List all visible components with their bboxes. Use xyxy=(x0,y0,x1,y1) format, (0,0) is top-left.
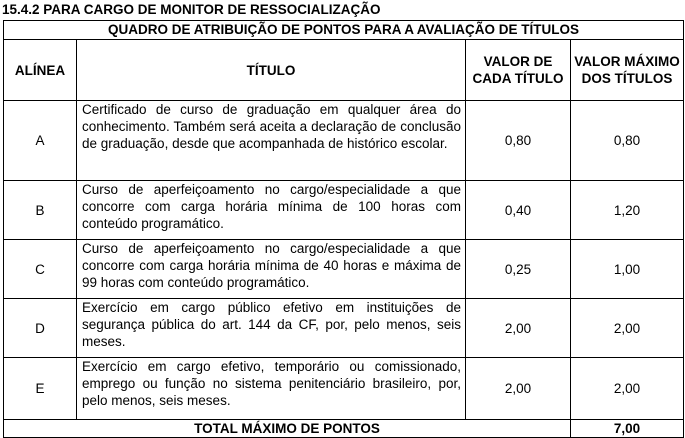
table-row xyxy=(4,240,684,299)
row-titulo: Curso de aperfeiçoamento no cargo/especialidade a que concorre com carga horária mínima de 40 horas e máxima de 99 horas com conteúdo programático. xyxy=(77,240,466,299)
table-banner: QUADRO DE ATRIBUIÇÃO DE PONTOS PARA A AVALIAÇÃO DE TÍTULOS xyxy=(4,21,684,40)
header-valor: VALOR DE CADA TÍTULO xyxy=(466,40,571,101)
titles-scoring-table xyxy=(3,20,684,438)
row-valor: 2,00 xyxy=(466,358,571,420)
table-row xyxy=(4,181,684,240)
row-maximo: 1,20 xyxy=(571,181,684,240)
row-alinea: C xyxy=(4,240,77,299)
row-alinea: D xyxy=(4,299,77,358)
row-alinea: E xyxy=(4,358,77,420)
row-titulo: Exercício em cargo efetivo, temporário ou comissionado, emprego ou função no sistema penitenciário brasileiro, por, pelo menos, seis meses. xyxy=(77,358,466,420)
header-maximo: VALOR MÁXIMO DOS TÍTULOS xyxy=(571,40,684,101)
row-maximo: 2,00 xyxy=(571,358,684,420)
row-maximo: 0,80 xyxy=(571,101,684,181)
row-valor: 0,80 xyxy=(466,101,571,181)
row-titulo: Exercício em cargo público efetivo em instituições de segurança pública do art. 144 da CF, por, pelo menos, seis meses. xyxy=(77,299,466,358)
row-alinea: A xyxy=(4,101,77,181)
row-titulo: Certificado de curso de graduação em qualquer área do conhecimento. Também será aceita a declaração de conclusão de graduação, desde que acompanhada de histórico escolar. xyxy=(77,101,466,181)
section-heading: 15.4.2 PARA CARGO DE MONITOR DE RESSOCIALIZAÇÃO xyxy=(2,2,381,17)
row-maximo: 1,00 xyxy=(571,240,684,299)
table-row xyxy=(4,358,684,420)
header-alinea: ALÍNEA xyxy=(4,40,77,101)
row-alinea: B xyxy=(4,181,77,240)
row-valor: 0,40 xyxy=(466,181,571,240)
table-row xyxy=(4,101,684,181)
row-maximo: 2,00 xyxy=(571,299,684,358)
total-row xyxy=(4,420,684,438)
row-valor: 2,00 xyxy=(466,299,571,358)
table-row xyxy=(4,299,684,358)
header-titulo: TÍTULO xyxy=(77,40,466,101)
row-valor: 0,25 xyxy=(466,240,571,299)
total-label: TOTAL MÁXIMO DE PONTOS xyxy=(4,420,571,438)
total-value: 7,00 xyxy=(571,420,684,438)
row-titulo: Curso de aperfeiçoamento no cargo/especialidade a que concorre com carga horária mínima de 100 horas com conteúdo programático. xyxy=(77,181,466,240)
